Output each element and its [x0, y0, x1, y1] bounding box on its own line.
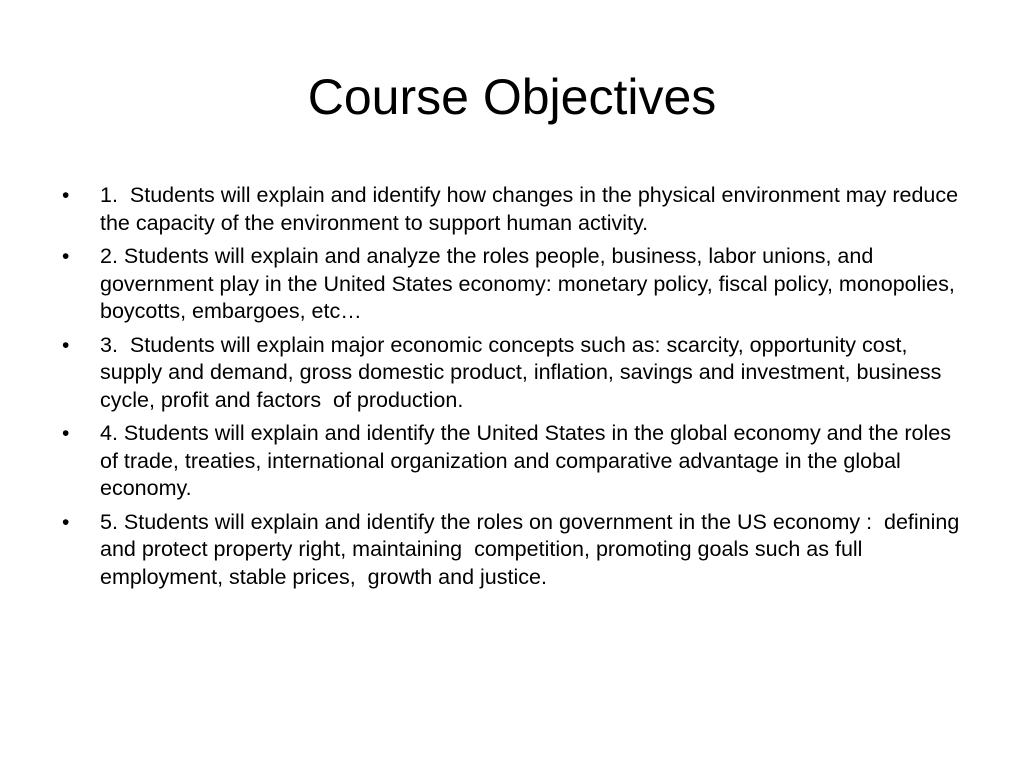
objective-text-4: 4. Students will explain and identify the United States in the global economy and the roles of trade, treaties, international organization and comparative advantage in the global economy. — [100, 421, 957, 500]
objective-item-2 — [62, 243, 962, 326]
objective-text-1: 1. Students will explain and identify how changes in the physical environment may reduce the capacity of the environment to support human activity. — [100, 183, 965, 235]
objective-item-3 — [62, 332, 962, 415]
bullet-icon: • — [62, 333, 70, 357]
objective-item-1 — [62, 182, 965, 237]
bullet-icon: • — [62, 184, 70, 207]
bullet-icon: • — [62, 422, 70, 445]
objective-item-5 — [62, 509, 966, 592]
objective-text-5: 5. Students will explain and identify the roles on government in the US economy : defining and protect property right, maintaining competition, promoting goals such as full employment, stable prices, growth and justice. — [100, 509, 966, 589]
objective-text-2: 2. Students will explain and analyze the roles people, business, labor unions, and government play in the United States economy: monetary policy, fiscal policy, monopolies, boycotts, embargoes, etc… — [100, 244, 961, 323]
objectives-list — [62, 182, 966, 597]
bullet-icon: • — [62, 510, 70, 534]
bullet-icon: • — [62, 245, 70, 268]
objective-text-3: 3. Students will explain major economic concepts such as: scarcity, opportunity cost, supply and demand, gross domestic product, inflation, savings and investment, business cycle, profit and factors of production. — [100, 332, 948, 412]
slide-title: Course Objectives — [307, 69, 717, 125]
objective-item-4 — [62, 420, 962, 503]
